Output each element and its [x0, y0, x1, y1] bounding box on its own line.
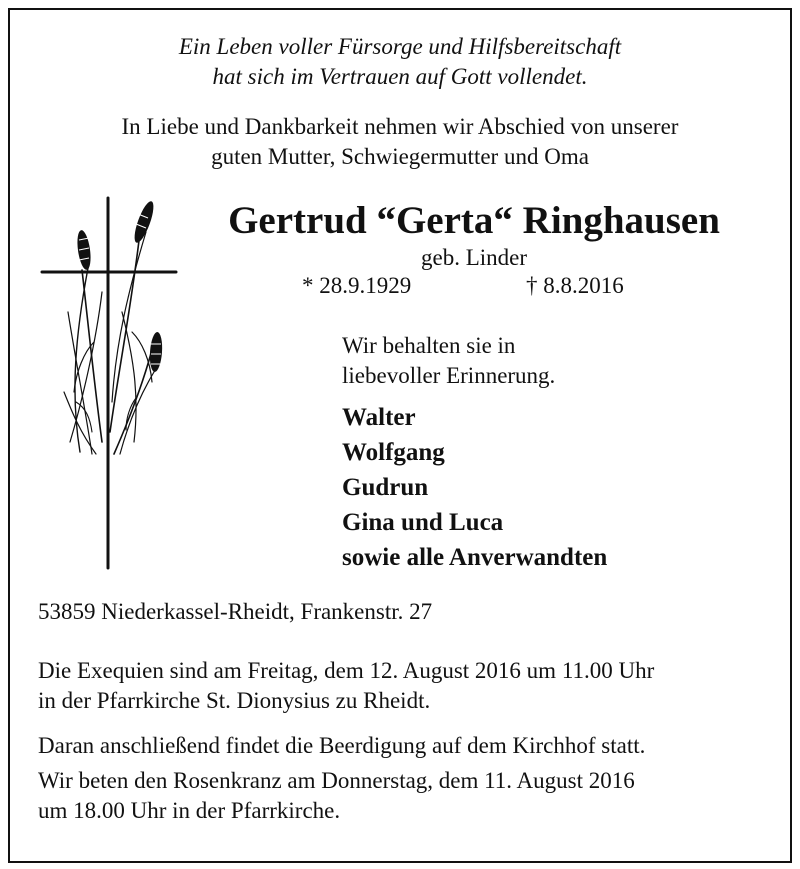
exequien-line-2: in der Pfarrkirche St. Dionysius zu Rheidt. — [38, 688, 431, 713]
remembrance-text — [342, 331, 555, 391]
exequien-info — [38, 656, 778, 716]
mourner-name: Gina und Luca — [342, 509, 504, 536]
remembrance-line-1: Wir behalten sie in — [342, 333, 516, 358]
birth-date: * 28.9.1929 — [302, 273, 412, 298]
intro-text — [0, 112, 800, 172]
mourner-name: sowie alle Anverwandten — [342, 544, 608, 571]
mourners-list — [342, 400, 607, 575]
intro-line-2: guten Mutter, Schwiegermutter und Oma — [211, 144, 589, 169]
rosary-info — [38, 766, 778, 826]
mourner-name: Wolfgang — [342, 439, 445, 466]
burial-info — [38, 731, 778, 761]
exequien-line-1: Die Exequien sind am Freitag, dem 12. August 2016 um 11.00 Uhr — [38, 658, 655, 683]
motto-line-2: hat sich im Vertrauen auf Gott vollendet. — [212, 64, 588, 89]
birth-name: geb. Linder — [420, 245, 527, 270]
cross-with-wheat-icon — [36, 192, 186, 570]
motto-line-1: Ein Leben voller Fürsorge und Hilfsbereitschaft — [178, 34, 622, 59]
motto — [0, 32, 800, 92]
burial-line: Daran anschließend findet die Beerdigung auf dem Kirchhof statt. — [38, 733, 646, 758]
address: 53859 Niederkassel-Rheidt, Frankenstr. 27 — [38, 599, 433, 624]
mourner-name: Gudrun — [342, 474, 429, 501]
death-date: † 8.8.2016 — [526, 273, 624, 298]
mourner-name: Walter — [342, 404, 416, 431]
intro-line-1: In Liebe und Dankbarkeit nehmen wir Abschied von unserer — [121, 114, 679, 139]
remembrance-line-2: liebevoller Erinnerung. — [342, 363, 556, 388]
rosary-line-2: um 18.00 Uhr in der Pfarrkirche. — [38, 798, 341, 823]
deceased-name: Gertrud “Gerta“ Ringhausen — [228, 199, 720, 242]
rosary-line-1: Wir beten den Rosenkranz am Donnerstag, dem 11. August 2016 — [38, 768, 635, 793]
